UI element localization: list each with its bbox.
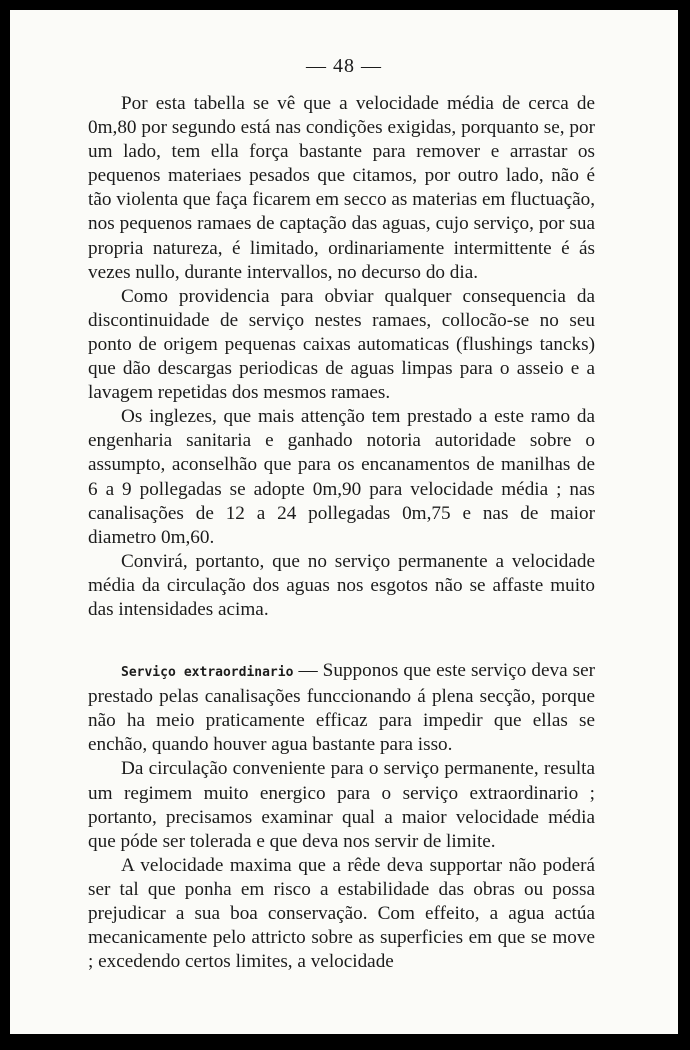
page-number: — 48 —	[306, 55, 382, 77]
book-page	[10, 10, 678, 1034]
body-text	[88, 92, 595, 974]
section-paragraph	[88, 659, 595, 757]
paragraph: Convirá, portanto, que no serviço permanente a velocidade média da circulação dos aguas nos esgotos não se affaste muito das intensidades acima.	[88, 550, 595, 620]
section-title: Serviço extraordinario	[121, 665, 294, 681]
paragraph: A velocidade maxima que a rêde deva supportar não poderá ser tal que ponha em risco a estabilidade das obras ou possa prejudicar a sua boa conservação. Com effeito, a agua actúa mecanicamente pelo attricto sobre as superficies em que se move ; excedendo certos limites, a velocidade	[88, 854, 595, 973]
section-text: — Supponos que este serviço deva ser prestado pelas canalisações funccionando á plena secção, porque não ha meio praticamente efficaz para impedir que ellas se enchão, quando houver agua bastante para isso.	[88, 660, 595, 756]
paragraph: Como providencia para obviar qualquer consequencia da discontinuidade de serviço nestes ramaes, collocão-se no seu ponto de origem pequenas caixas automaticas (flushings tancks) que dão descargas periodicas de aguas limpas para o asseio e a lavagem repetidas dos mesmos ramaes.	[88, 285, 595, 404]
paragraph: Os inglezes, que mais attenção tem prestado a este ramo da engenharia sanitaria e ganhado notoria autoridade sobre o assumpto, aconselhão que para os encanamentos de manilhas de 6 a 9 pollegadas se adopte 0m,90 para velocidade média ; nas canalisações de 12 a 24 pollegadas 0m,75 e nas de maior diametro 0m,60.	[88, 406, 595, 548]
paragraph: Por esta tabella se vê que a velocidade média de cerca de 0m,80 por segundo está nas condições exigidas, porquanto se, por um lado, tem ella força bastante para remover e arrastar os pequenos materiaes pesados que citamos, por outro lado, não é tão violenta que faça ficarem em secco as materias em fluctuação, nos pequenos ramaes de captação das aguas, cujo serviço, por sua propria natureza, é limitado, ordinariamente intermittente é ás vezes nullo, durante intervallos, no decurso do dia.	[88, 93, 595, 283]
paragraph: Da circulação conveniente para o serviço permanente, resulta um regimem muito energico para o serviço extraordinario ; portanto, precisamos examinar qual a maior velocidade média que póde ser tolerada e que deva nos servir de limite.	[88, 758, 595, 852]
